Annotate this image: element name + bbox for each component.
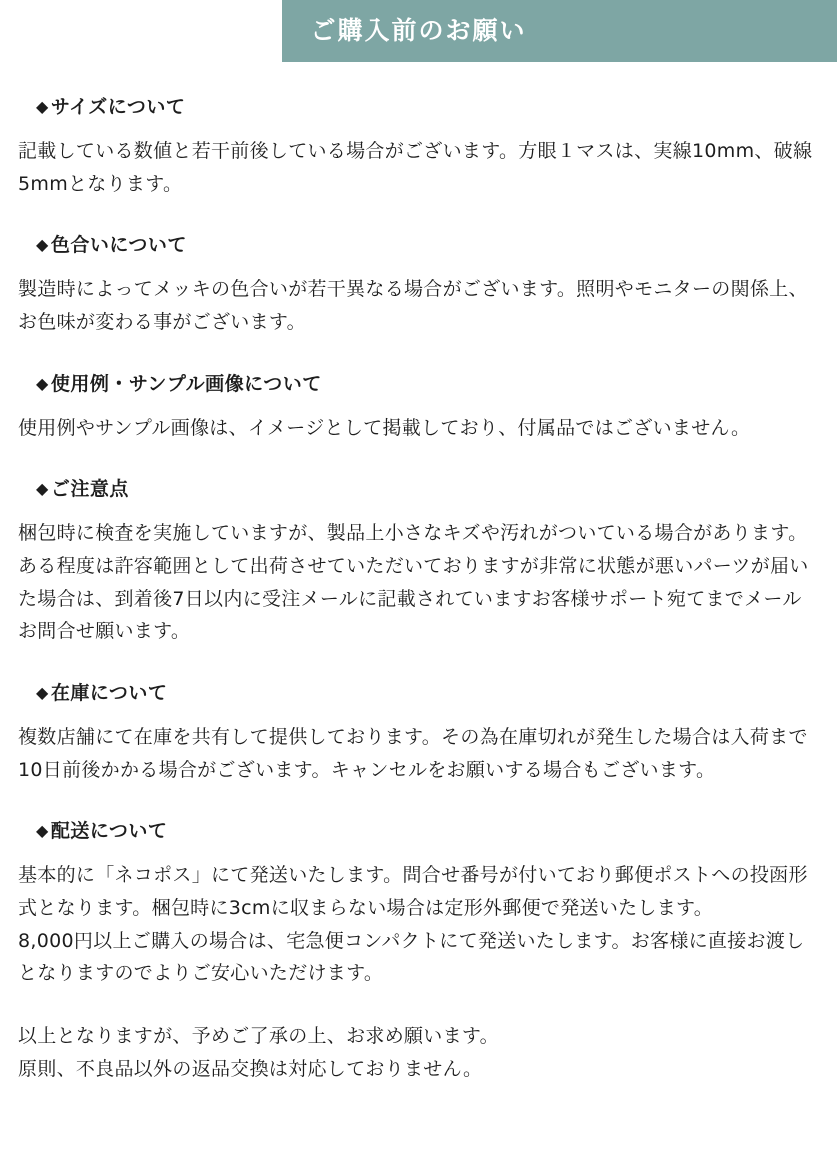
diamond-icon: ◆ (36, 235, 49, 255)
section-heading-stock (36, 678, 819, 705)
section-heading-caution-label: ご注意点 (50, 478, 129, 501)
section-caution (18, 474, 819, 648)
section-stock (18, 678, 819, 786)
section-body-stock-text: 複数店舗にて在庫を共有して提供しております。その為在庫切れが発生した場合は入荷まで10日前後かかる場合がございます。キャンセルをお願いする場合もございます。 (18, 726, 808, 781)
section-heading-size (36, 92, 819, 119)
diamond-icon: ◆ (36, 97, 49, 116)
section-body-shipping-text: 基本的に「ネコポス」にて発送いたします。問合せ番号が付いており郵便ポストへの投函形式となります。梱包時に3cmに収まらない場合は定形外郵便で発送いたします。 (18, 864, 808, 920)
section-body-sample-image (18, 412, 819, 445)
closing-line-2: 原則、不良品以外の返品交換は対応しておりません。 (18, 1057, 483, 1080)
section-body-shipping (18, 859, 819, 990)
section-shipping (18, 816, 819, 990)
diamond-icon: ◆ (36, 683, 49, 703)
section-heading-caution (36, 474, 819, 501)
section-heading-size-label: サイズについて (50, 96, 186, 118)
section-body-stock (18, 721, 819, 786)
diamond-icon: ◆ (36, 821, 49, 841)
page-header (0, 0, 837, 62)
section-heading-sample-image (36, 369, 819, 396)
section-heading-color (36, 230, 819, 257)
closing-note (18, 1020, 819, 1085)
notice-content (0, 92, 837, 1085)
section-body-color-text: 製造時によってメッキの色合いが若干異なる場合がございます。照明やモニターの関係上、お色味が変わる事がございます。 (18, 278, 808, 334)
closing-line-1: 以上となりますが、予めご了承の上、お求め願います。 (18, 1025, 499, 1048)
section-body-caution (18, 517, 819, 648)
diamond-icon: ◆ (36, 373, 49, 393)
section-heading-sample-image-label: 使用例・サンプル画像について (50, 372, 322, 395)
section-body-sample-image-text: 使用例やサンプル画像は、イメージとして掲載しており、付属品ではございません。 (18, 416, 751, 439)
section-heading-color-label: 色合いについて (50, 234, 187, 257)
section-body-size (18, 135, 819, 200)
section-body-size-text: 記載している数値と若干前後している場合がございます。方眼１マスは、実線10mm、破線5mmとなります。 (18, 140, 813, 195)
page-title: ご購入前のお願い (310, 16, 527, 45)
section-body-shipping-text-2: 8,000円以上ご購入の場合は、宅急便コンパクトにて発送いたします。お客様に直接お渡しとなりますのでよりご安心いただけます。 (18, 929, 805, 985)
section-heading-shipping-label: 配送について (50, 820, 168, 843)
section-body-caution-text: 梱包時に検査を実施していますが、製品上小さなキズや汚れがついている場合があります。ある程度は許容範囲として出荷させていただいておりますが非常に状態が悪いパーツが届いた場合は、到着後7日以内に受注メールに記載されていますお客様サポート宛てまでメールお問合せ願います。 (18, 522, 809, 643)
section-heading-stock-label: 在庫について (50, 682, 168, 705)
section-sample-image (18, 369, 819, 445)
section-heading-shipping (36, 816, 819, 843)
section-body-color (18, 273, 819, 338)
diamond-icon: ◆ (36, 479, 49, 499)
section-size (18, 92, 819, 200)
section-color (18, 230, 819, 338)
